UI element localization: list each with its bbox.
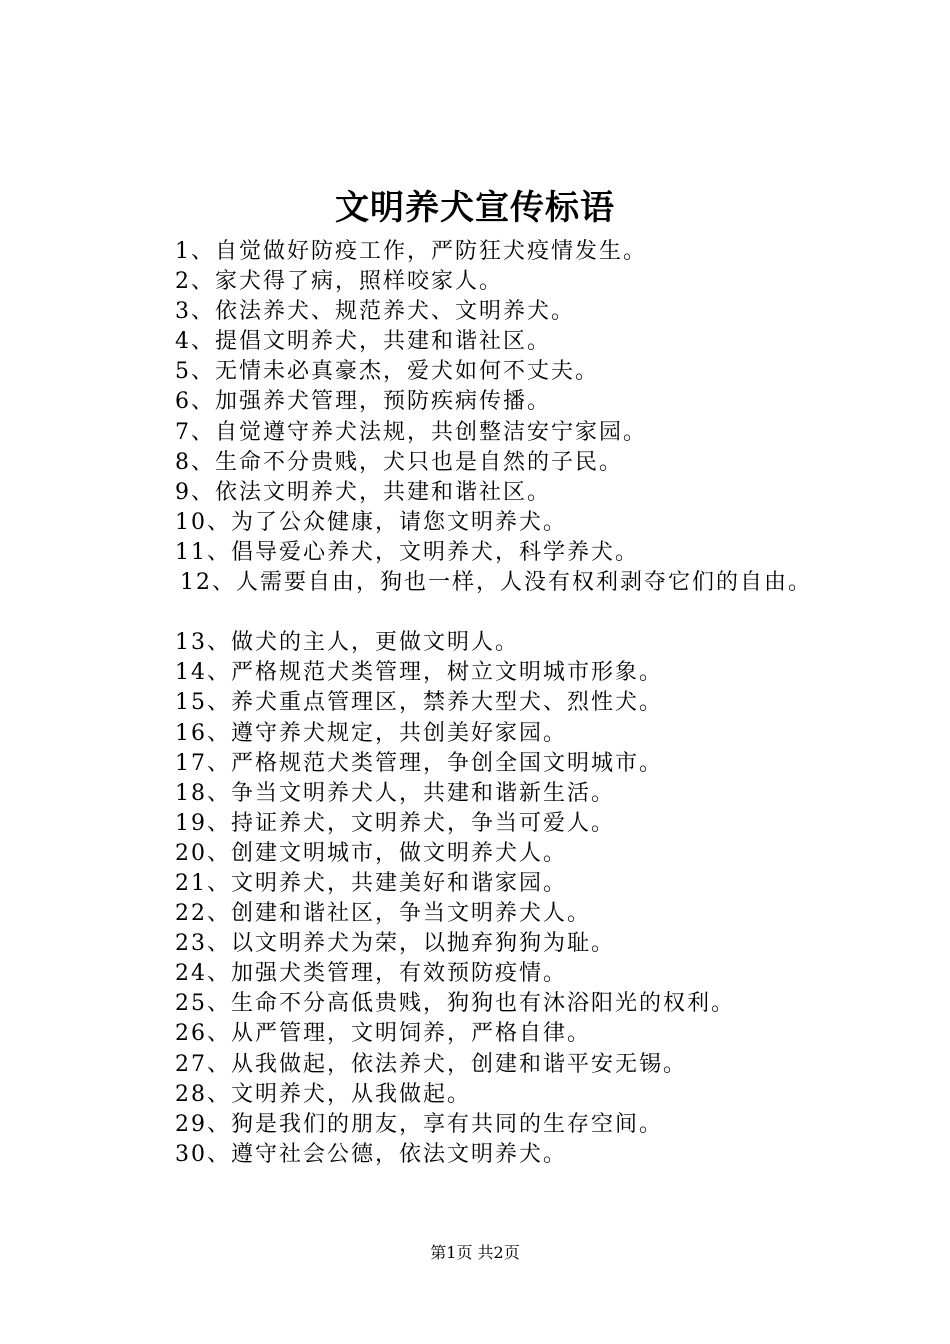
list-item: 29、狗是我们的朋友，享有共同的生存空间。 [175,1111,663,1137]
list-item: 14、严格规范犬类管理，树立文明城市形象。 [175,660,663,686]
list-item: 5、无情未必真豪杰，爱犬如何不丈夫。 [175,359,599,385]
page-title: 文明养犬宣传标语 [335,188,615,228]
list-item: 20、创建文明城市，做文明养犬人。 [175,840,567,866]
list-item: 15、养犬重点管理区，禁养大型犬、烈性犬。 [175,690,663,716]
list-item: 28、文明养犬，从我做起。 [175,1081,471,1107]
slogan-list [175,237,935,1170]
list-item: 19、持证养犬，文明养犬，争当可爱人。 [175,810,615,836]
list-item: 18、争当文明养犬人，共建和谐新生活。 [175,780,615,806]
list-item: 8、生命不分贵贱，犬只也是自然的子民。 [175,449,623,475]
list-item: 23、以文明养犬为荣，以抛弃狗狗为耻。 [175,931,615,957]
page-footer: 第1页 共2页 [430,1243,520,1262]
list-item: 7、自觉遵守养犬法规，共创整洁安宁家园。 [175,419,647,445]
list-item: 1、自觉做好防疫工作，严防狂犬疫情发生。 [175,239,647,264]
list-item: 3、依法养犬、规范养犬、文明养犬。 [175,299,575,325]
list-item: 17、严格规范犬类管理，争创全国文明城市。 [175,750,663,776]
list-item: 9、依法文明养犬，共建和谐社区。 [175,479,551,505]
list-item: 2、家犬得了病，照样咬家人。 [175,269,503,295]
list-item: 21、文明养犬，共建美好和谐家园。 [175,870,567,896]
list-item: 26、从严管理，文明饲养，严格自律。 [175,1021,591,1047]
list-item: 6、加强养犬管理，预防疾病传播。 [175,389,551,415]
list-item: 30、遵守社会公德，依法文明养犬。 [175,1141,567,1167]
list-item: 11、倡导爱心养犬，文明养犬，科学养犬。 [175,539,639,565]
list-item: 27、从我做起，依法养犬，创建和谐平安无锡。 [175,1051,687,1077]
list-item: 10、为了公众健康，请您文明养犬。 [175,509,567,535]
list-item: 24、加强犬类管理，有效预防疫情。 [175,961,567,987]
list-item: 4、提倡文明养犬，共建和谐社区。 [175,329,551,355]
list-item: 22、创建和谐社区，争当文明养犬人。 [175,901,591,927]
list-item: 12、人需要自由，狗也一样，人没有权利剥夺它们的自由。 [180,570,812,596]
list-item: 25、生命不分高低贵贱，狗狗也有沐浴阳光的权利。 [175,991,735,1017]
list-item: 16、遵守养犬规定，共创美好家园。 [175,720,567,746]
list-item: 13、做犬的主人，更做文明人。 [175,630,519,656]
